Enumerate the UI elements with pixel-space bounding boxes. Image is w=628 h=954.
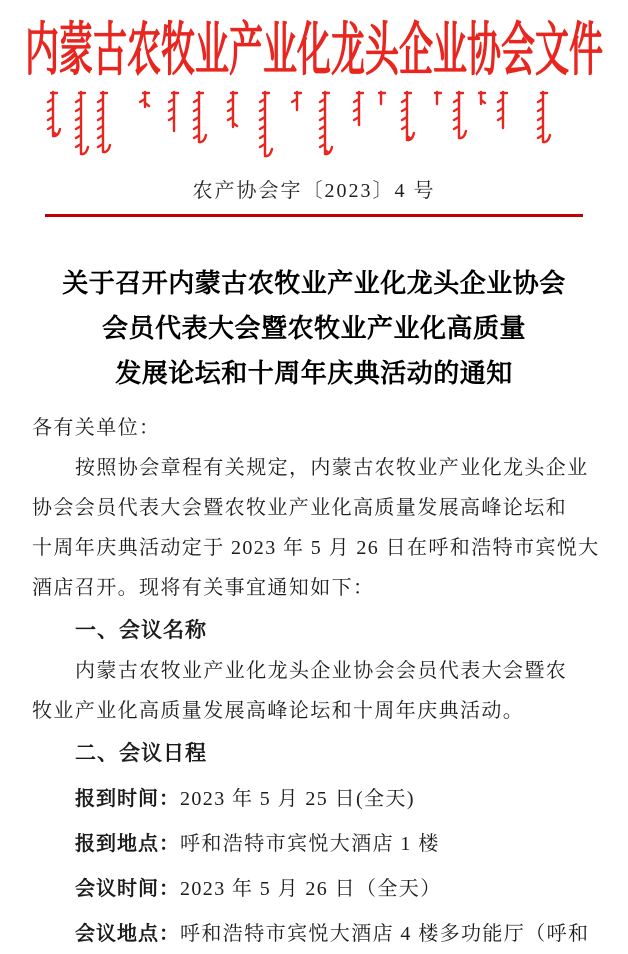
schedule-item-checkin-time bbox=[32, 779, 600, 819]
schedule-value: 2023 年 5 月 25 日(全天) bbox=[180, 788, 415, 810]
intro-line-2: 协会会员代表大会暨农牧业产业化高质量发展高峰论坛和 bbox=[32, 497, 567, 519]
title-line-2: 会员代表大会暨农牧业产业化高质量 bbox=[101, 314, 526, 343]
schedule-item-meeting-time bbox=[32, 869, 600, 909]
schedule-label: 报到地点： bbox=[75, 833, 180, 855]
schedule-item-checkin-place bbox=[32, 824, 600, 864]
schedule-label: 会议时间： bbox=[75, 878, 180, 900]
salutation: 各有关单位： bbox=[32, 417, 161, 439]
schedule-item-meeting-place bbox=[32, 914, 600, 954]
intro-line-1: 按照协会章程有关规定，内蒙古农牧业产业化龙头企业 bbox=[75, 457, 589, 479]
document-page bbox=[0, 20, 628, 953]
schedule-value: 2023 年 5 月 26 日（全天） bbox=[180, 878, 442, 900]
title-line-3: 发展论坛和十周年庆典活动的通知 bbox=[115, 359, 513, 388]
intro-line-3: 十周年庆典活动定于 2023 年 5 月 26 日在呼和浩特市宾悦大 bbox=[32, 537, 600, 559]
schedule-label: 报到时间： bbox=[75, 788, 180, 810]
intro-line-4: 酒店召开。现将有关事宜通知如下： bbox=[32, 577, 375, 599]
section-heading-meeting-schedule: 二、会议日程 bbox=[75, 742, 207, 765]
document-body bbox=[32, 408, 600, 954]
schedule-label: 会议地点： bbox=[75, 923, 180, 945]
schedule-value: 呼和浩特市宾悦大酒店 1 楼 bbox=[180, 833, 440, 855]
red-divider-rule bbox=[45, 214, 583, 217]
document-title bbox=[0, 261, 628, 396]
doc-number: 农产协会字〔2023〕4 号 bbox=[192, 180, 436, 202]
schedule-value: 呼和浩特市宾悦大酒店 4 楼多功能厅（呼和 bbox=[180, 923, 590, 945]
letterhead-org-title: 内蒙古农牧业产业化龙头企业协会文件 bbox=[25, 20, 603, 83]
section1-line-2: 牧业产业化高质量发展高峰论坛和十周年庆典活动。 bbox=[32, 700, 525, 722]
title-line-1: 关于召开内蒙古农牧业产业化龙头企业协会 bbox=[62, 269, 566, 298]
section-heading-meeting-name: 一、会议名称 bbox=[75, 619, 207, 642]
section1-line-1: 内蒙古农牧业产业化龙头企业协会会员代表大会暨农 bbox=[75, 660, 568, 682]
